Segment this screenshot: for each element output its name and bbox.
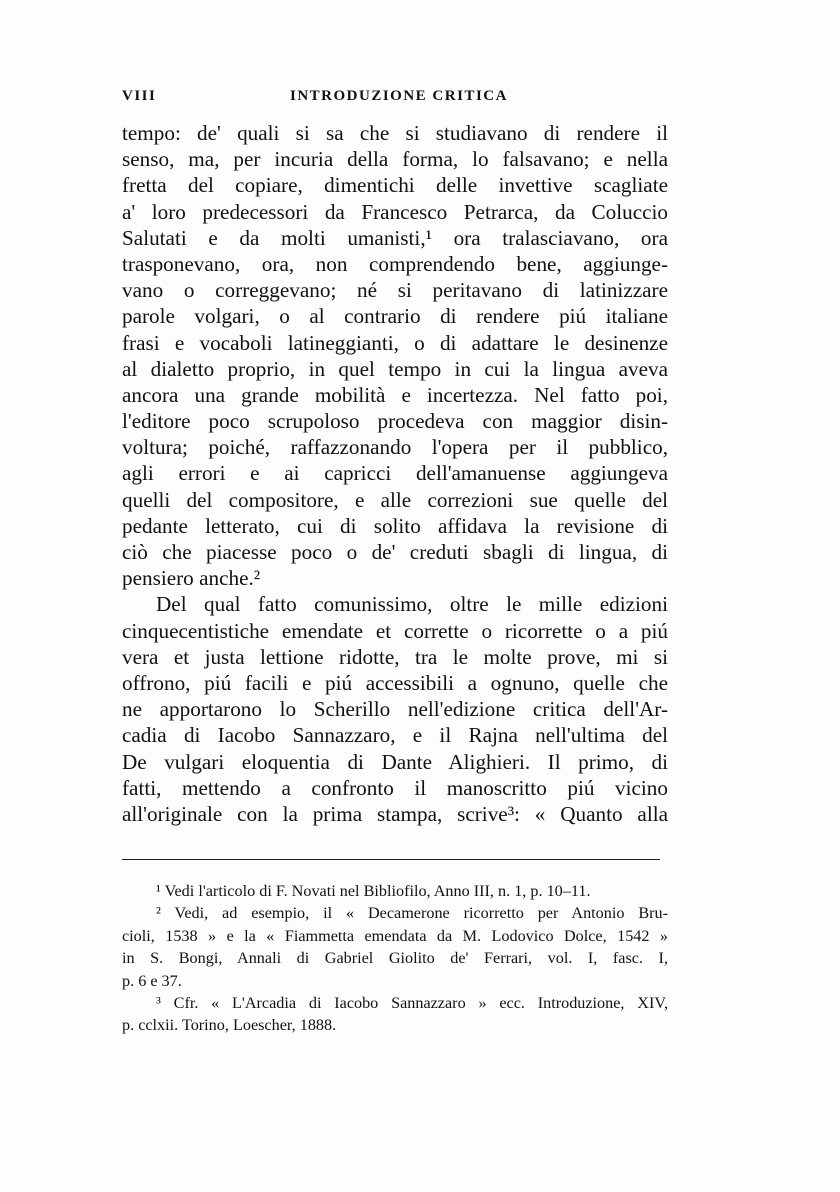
footnote-line: cioli, 1538 » e la « Fiammetta emendata da M. Lodovico Dolce, 1542 » [122, 926, 668, 945]
text-line: voltura; poiché, raffazzonando l'opera per il pubblico, [122, 435, 668, 460]
text-line: a' loro predecessori da Francesco Petrarca, da Coluccio [122, 199, 668, 224]
text-line: pedante letterato, cui di solito affidava la revisione di [122, 513, 668, 538]
footnote-rule [122, 859, 660, 860]
text-line: quelli del compositore, e alle correzioni sue quelle del [122, 487, 668, 512]
main-text [122, 120, 668, 827]
text-line: Del qual fatto comunissimo, oltre le mille edizioni [156, 592, 668, 617]
text-line: ciò che piacesse poco o de' creduti sbagli di lingua, di [122, 540, 668, 564]
text-line: all'originale con la prima stampa, scrive³: « Quanto alla [122, 801, 668, 826]
text-line: fretta del copiare, dimentichi delle invettive scagliate [122, 173, 668, 198]
text-line: cinquecentistiche emendate et corrette o ricorrette o a piú [122, 618, 668, 643]
text-line: trasponevano, ora, non comprendendo bene, aggiunge- [122, 251, 668, 276]
text-line: senso, ma, per incuria della forma, lo falsavano; e nella [122, 147, 668, 172]
text-line: parole volgari, o al contrario di rendere piú italiane [122, 304, 668, 329]
footnote-line: ² Vedi, ad esempio, il « Decamerone ricorretto per Antonio Bru- [156, 904, 668, 923]
text-line: fatti, mettendo a confronto il manoscritto piú vicino [122, 775, 668, 800]
text-line: agli errori e ai capricci dell'amanuense aggiungeva [122, 461, 668, 486]
page-number: VIII [122, 88, 157, 104]
text-line: cadia di Iacobo Sannazzaro, e il Rajna nell'ultima del [122, 723, 668, 748]
running-head [122, 88, 662, 112]
footnote-3 [122, 992, 668, 1037]
text-line: De vulgari eloquentia di Dante Alighieri. Il primo, di [122, 749, 668, 774]
footnote-1: ¹ Vedi l'articolo di F. Novati nel Bibliofilo, Anno III, n. 1, p. 10–11. [156, 882, 591, 900]
footnote-line: in S. Bongi, Annali di Gabriel Giolito de' Ferrari, vol. I, fasc. I, [122, 949, 668, 968]
footnote-line: ³ Cfr. « L'Arcadia di Iacobo Sannazzaro » ecc. Introduzione, XIV, [156, 993, 668, 1012]
text-line: tempo: de' quali si sa che si studiavano di rendere il [122, 121, 668, 145]
text-line: vera et justa lettione ridotte, tra le molte prove, mi si [122, 644, 668, 669]
text-line: l'editore poco scrupoloso procedeva con maggior disin- [122, 409, 668, 434]
text-line: frasi e vocaboli latineggianti, o di adattare le desinenze [122, 330, 668, 355]
footnote-2 [122, 902, 668, 992]
running-title: INTRODUZIONE CRITICA [290, 88, 508, 104]
text-line: Salutati e da molti umanisti,¹ ora tralasciavano, ora [122, 225, 668, 250]
footnotes [122, 880, 668, 1037]
footnote-line: p. 6 e 37. [122, 971, 182, 990]
text-line: al dialetto proprio, in quel tempo in cui la lingua aveva [122, 356, 668, 381]
text-line: offrono, piú facili e piú accessibili a ognuno, quelle che [122, 670, 668, 695]
text-line: ancora una grande mobilità e incertezza. Nel fatto poi, [122, 382, 668, 407]
text-line: pensiero anche.² [122, 566, 261, 591]
text-line: ne apportarono lo Scherillo nell'edizione critica dell'Ar- [122, 697, 668, 722]
text-line: vano o correggevano; né si peritavano di latinizzare [122, 278, 668, 303]
footnote-line: p. cclxii. Torino, Loescher, 1888. [122, 1016, 337, 1035]
